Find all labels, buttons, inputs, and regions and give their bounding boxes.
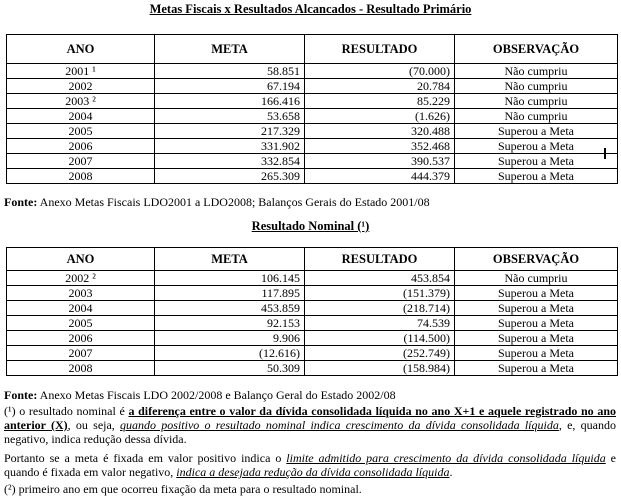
source-label: Fonte: (4, 195, 38, 209)
table-row (7, 79, 618, 94)
cell-meta: 67.194 (155, 79, 305, 94)
interp-end: . (449, 465, 453, 479)
cell-meta: 332.854 (155, 154, 305, 169)
cell-observacao: Superou a Meta (455, 154, 618, 169)
cell-meta: 58.851 (155, 64, 305, 79)
footnote-1-intro: (¹) o resultado nominal é (4, 404, 129, 418)
table-row (7, 94, 618, 109)
cell-observacao: Superou a Meta (455, 124, 618, 139)
cell-meta: 106.145 (155, 271, 305, 286)
cell-ano: 2001 ¹ (7, 64, 155, 79)
interp-connector: e quando é fixada em valor negativo, (4, 451, 617, 479)
table-header-row (7, 248, 618, 271)
cell-meta: 92.153 (155, 316, 305, 331)
cell-meta: 166.416 (155, 94, 305, 109)
cell-observacao: Não cumpriu (455, 271, 618, 286)
cell-meta: 117.895 (155, 286, 305, 301)
footnote-2: (²) primeiro ano em que ocorreu fixação da meta para o resultado nominal. (4, 482, 362, 496)
nominal-result-table (6, 247, 618, 376)
cell-ano: 2006 (7, 331, 155, 346)
cell-resultado: 74.539 (305, 316, 455, 331)
cell-ano: 2004 (7, 109, 155, 124)
cell-observacao: Superou a Meta (455, 169, 618, 184)
cell-ano: 2008 (7, 169, 155, 184)
cell-ano: 2006 (7, 139, 155, 154)
cell-meta: 265.309 (155, 169, 305, 184)
cell-observacao: Superou a Meta (455, 331, 618, 346)
table-header-row (7, 35, 618, 64)
cell-resultado: 390.537 (305, 154, 455, 169)
source-text: Anexo Metas Fiscais LDO2001 a LDO2008; Balanços Gerais do Estado 2001/08 (37, 195, 430, 209)
cell-resultado: (151.379) (305, 286, 455, 301)
cell-meta: 50.309 (155, 361, 305, 376)
table-row (7, 361, 618, 376)
cell-ano: 2005 (7, 124, 155, 139)
cell-observacao: Superou a Meta (455, 286, 618, 301)
cell-ano: 2007 (7, 154, 155, 169)
cell-resultado: (1.626) (305, 109, 455, 124)
cell-observacao: Superou a Meta (455, 301, 618, 316)
cell-resultado: (114.500) (305, 331, 455, 346)
cell-observacao: Superou a Meta (455, 361, 618, 376)
cell-resultado: 20.784 (305, 79, 455, 94)
cell-observacao: Não cumpriu (455, 64, 618, 79)
cell-ano: 2003 (7, 286, 155, 301)
table2-title: Resultado Nominal (¹) (251, 219, 370, 233)
footnote-interpretation (4, 451, 616, 479)
cell-ano: 2002 ² (7, 271, 155, 286)
cell-resultado: 320.488 (305, 124, 455, 139)
header-observacao: OBSERVAÇÃO (455, 248, 618, 271)
table-row (7, 301, 618, 316)
cell-observacao: Superou a Meta (455, 316, 618, 331)
footnote-1-definition: a diferença entre o valor da dívida consolidada líquida no ano X+1 e aquele registrado no ano anterior (X) (4, 404, 616, 432)
table2-source (4, 388, 396, 403)
table-row (7, 346, 618, 361)
cell-meta: 331.902 (155, 139, 305, 154)
primary-result-table (6, 34, 618, 184)
table-row (7, 64, 618, 79)
interp-intro: Portanto se a meta é fixada em valor positivo indica o (4, 451, 287, 465)
footnote-1-connector: , ou seja, (67, 418, 121, 432)
source-text: Anexo Metas Fiscais LDO 2002/2008 e Balanço Geral do Estado 2002/08 (37, 388, 396, 402)
table-row (7, 271, 618, 286)
footnote-1-positive: quando positivo o resultado nominal indica crescimento da dívida consolidada líquida (120, 418, 559, 432)
cell-resultado: (70.000) (305, 64, 455, 79)
interp-reduction: indica a desejada redução da dívida consolidada líquida (176, 465, 450, 479)
cell-resultado: 85.229 (305, 94, 455, 109)
cell-meta: 9.906 (155, 331, 305, 346)
cell-ano: 2008 (7, 361, 155, 376)
table1-title: Metas Fiscais x Resultados Alcancados - Resultado Primário (149, 2, 472, 16)
header-meta: META (155, 35, 305, 64)
cell-observacao: Não cumpriu (455, 109, 618, 124)
cell-resultado: (158.984) (305, 361, 455, 376)
cell-observacao: Não cumpriu (455, 79, 618, 94)
cell-resultado: (252.749) (305, 346, 455, 361)
table-row (7, 169, 618, 184)
source-label: Fonte: (4, 388, 38, 402)
cell-ano: 2002 (7, 79, 155, 94)
header-meta: META (155, 248, 305, 271)
table-row (7, 286, 618, 301)
cell-ano: 2004 (7, 301, 155, 316)
cell-observacao: Não cumpriu (455, 94, 618, 109)
table-row (7, 154, 618, 169)
footnote-1-negative: , e, quando negativo, indica redução dessa dívida. (4, 418, 616, 446)
table-row (7, 331, 618, 346)
cell-meta: 217.329 (155, 124, 305, 139)
table-row (7, 316, 618, 331)
header-ano: ANO (7, 248, 155, 271)
cell-meta: (12.616) (155, 346, 305, 361)
cell-observacao: Superou a Meta (455, 139, 618, 154)
header-resultado: RESULTADO (305, 248, 455, 271)
table-row (7, 139, 618, 154)
cell-ano: 2007 (7, 346, 155, 361)
cell-ano: 2003 ² (7, 94, 155, 109)
interp-limit: limite admitido para crescimento da dívida consolidada líquida (286, 451, 606, 465)
cell-observacao: Superou a Meta (455, 346, 618, 361)
cell-meta: 453.859 (155, 301, 305, 316)
cell-resultado: 352.468 (305, 139, 455, 154)
text-cursor-mark (604, 148, 606, 159)
cell-resultado: 453.854 (305, 271, 455, 286)
footnote-1 (4, 404, 616, 446)
header-observacao: OBSERVAÇÃO (455, 35, 618, 64)
table-row (7, 109, 618, 124)
table1-source (4, 195, 430, 210)
table-row (7, 124, 618, 139)
header-resultado: RESULTADO (305, 35, 455, 64)
cell-ano: 2005 (7, 316, 155, 331)
cell-meta: 53.658 (155, 109, 305, 124)
cell-resultado: (218.714) (305, 301, 455, 316)
cell-resultado: 444.379 (305, 169, 455, 184)
header-ano: ANO (7, 35, 155, 64)
